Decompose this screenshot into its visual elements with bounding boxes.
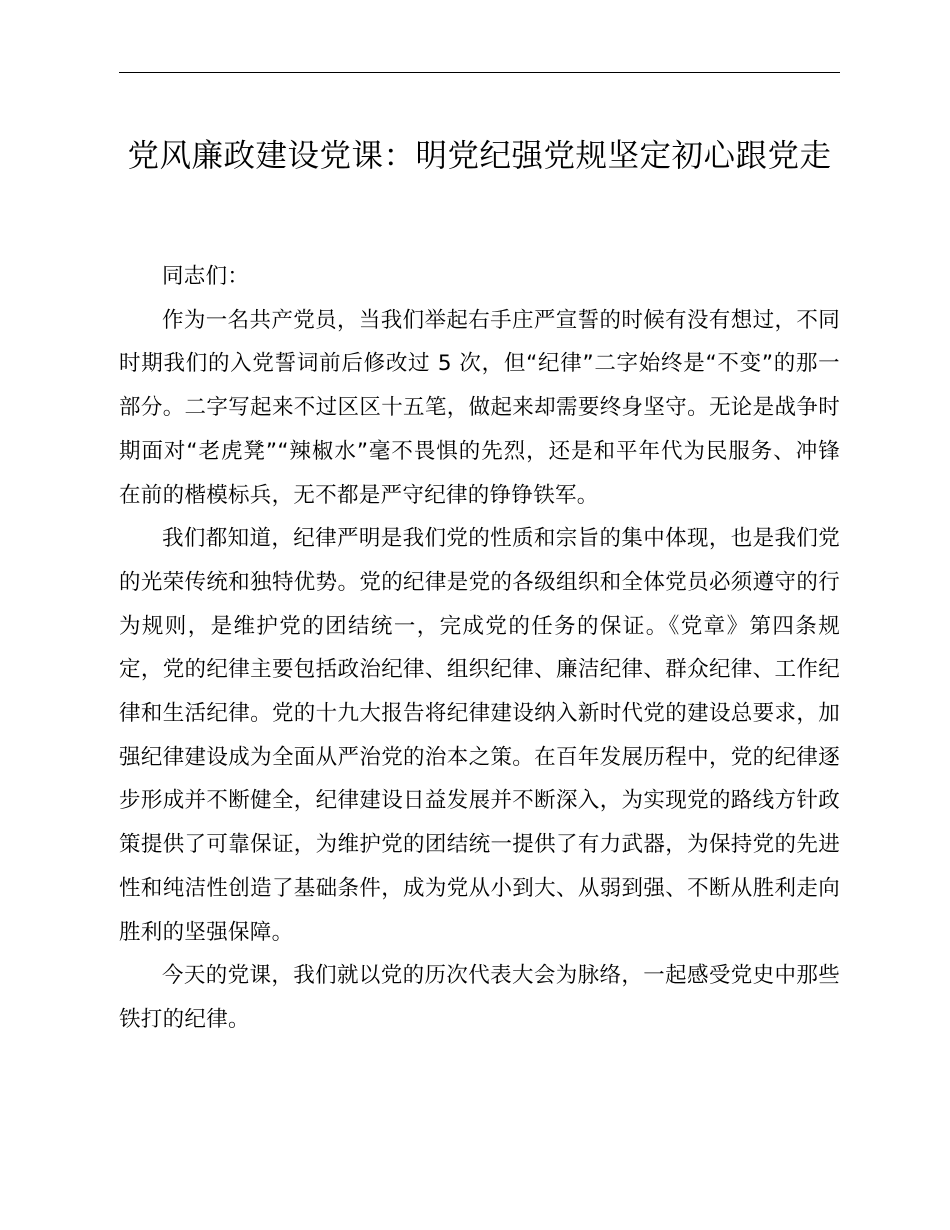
paragraph-2: 我们都知道，纪律严明是我们党的性质和宗旨的集中体现，也是我们党的光荣传统和独特优势。党的纪律是党的各级组织和全体党员必须遵守的行为规则，是维护党的团结统一，完成党的任务的保证。《党章》第四条规定，党的纪律主要包括政治纪律、组织纪律、廉洁纪律、群众纪律、工作纪律和生活纪律。党的十九大报告将纪律建设纳入新时代党的建设总要求，加强纪律建设成为全面从严治党的治本之策。在百年发展历程中，党的纪律逐步形成并不断健全，纪律建设日益发展并不断深入，为实现党的路线方针政策提供了可靠保证，为维护党的团结统一提供了有力武器，为保持党的先进性和纯洁性创造了基础条件，成为党从小到大、从弱到强、不断从胜利走向胜利的坚强保障。	[119, 526, 840, 945]
salutation: 同志们：	[162, 264, 250, 289]
document-title: 党风廉政建设党课：明党纪强党规坚定初心跟党走	[127, 138, 832, 174]
paragraph-3: 今天的党课，我们就以党的历次代表大会为脉络，一起感受党史中那些铁打的纪律。	[119, 963, 840, 1032]
header-rule	[119, 72, 840, 73]
document-body	[119, 255, 840, 1042]
paragraph-1: 作为一名共产党员，当我们举起右手庄严宣誓的时候有没有想过，不同时期我们的入党誓词前后修改过 5 次，但“纪律”二字始终是“不变”的那一部分。二字写起来不过区区十五笔，做起来却需要终身坚守。无论是战争时期面对“老虎凳”“辣椒水”毫不畏惧的先烈，还是和平年代为民服务、冲锋在前的楷模标兵，无不都是严守纪律的铮铮铁军。	[119, 307, 840, 508]
